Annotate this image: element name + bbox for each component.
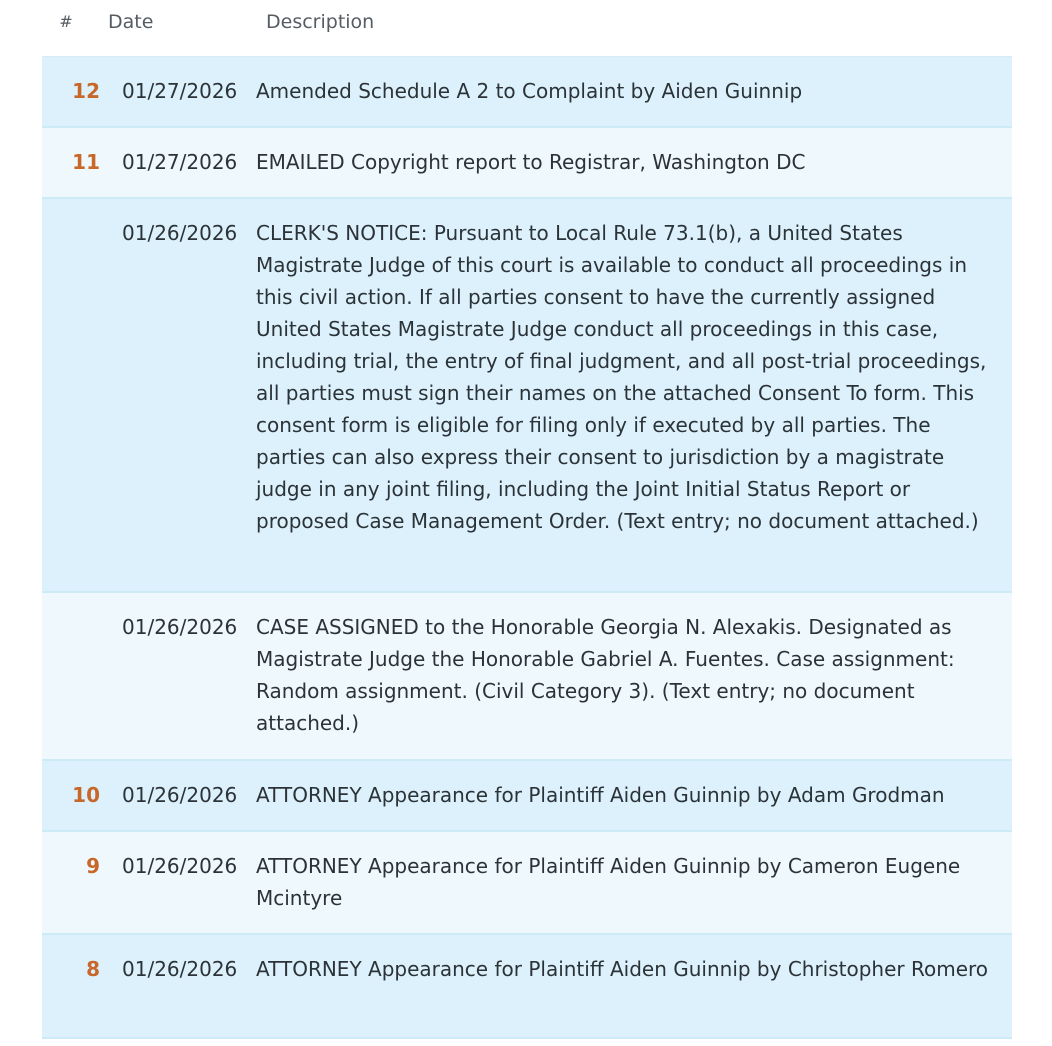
column-header-date[interactable]: Date xyxy=(108,11,154,33)
entry-description: ATTORNEY Appearance for Plaintiff Aiden Guinnip by Adam Grodman xyxy=(256,783,945,807)
entry-number-link[interactable]: 11 xyxy=(72,150,100,174)
table-header xyxy=(42,0,1012,57)
table-row-entry-8 xyxy=(42,935,1012,1039)
entry-date: 01/27/2026 xyxy=(122,79,238,103)
entry-description: CASE ASSIGNED to the Honorable Georgia N. Alexakis. Designated as Magistrate Judge the Honorable Gabriel A. Fuentes. Case assignment: Random assignment. (Civil Category 3). (Text entry; no document attached.) xyxy=(256,615,955,735)
entry-date: 01/27/2026 xyxy=(122,150,238,174)
entry-date: 01/26/2026 xyxy=(122,854,238,878)
table-row-clerks-notice xyxy=(42,199,1012,593)
entry-date: 01/26/2026 xyxy=(122,221,238,245)
entry-number-link[interactable]: 8 xyxy=(86,957,100,981)
entry-number-link[interactable]: 9 xyxy=(86,854,100,878)
table-row-case-assigned xyxy=(42,593,1012,761)
entry-number-link[interactable]: 10 xyxy=(72,783,100,807)
entry-description: ATTORNEY Appearance for Plaintiff Aiden Guinnip by Cameron Eugene Mcintyre xyxy=(256,854,961,910)
table-row-entry-9 xyxy=(42,832,1012,935)
table-row-entry-11 xyxy=(42,128,1012,199)
docket-table xyxy=(42,0,1012,1039)
entry-date: 01/26/2026 xyxy=(122,615,238,639)
entry-description: ATTORNEY Appearance for Plaintiff Aiden Guinnip by Christopher Romero xyxy=(256,957,989,981)
entry-description: EMAILED Copyright report to Registrar, Washington DC xyxy=(256,150,806,174)
entry-description: Amended Schedule A 2 to Complaint by Aiden Guinnip xyxy=(256,79,803,103)
column-header-number: # xyxy=(59,11,73,31)
table-row-entry-12 xyxy=(42,57,1012,128)
entry-date: 01/26/2026 xyxy=(122,783,238,807)
column-header-description[interactable]: Description xyxy=(266,11,375,33)
entry-description: CLERK'S NOTICE: Pursuant to Local Rule 73.1(b), a United States Magistrate Judge of this court is available to conduct all proceedings in this civil action. If all parties consent to have the currently assigned United States Magistrate Judge conduct all proceedings in this case, including trial, the entry of final judgment, and all post-trial proceedings, all parties must sign their names on the attached Consent To form. This consent form is eligible for filing only if executed by all parties. The parties can also express their consent to jurisdiction by a magistrate judge in any joint filing, including the Joint Initial Status Report or proposed Case Management Order. (Text entry; no document attached.) xyxy=(256,221,987,533)
entry-number-link[interactable]: 12 xyxy=(72,79,100,103)
entry-date: 01/26/2026 xyxy=(122,957,238,981)
table-row-entry-10 xyxy=(42,761,1012,832)
